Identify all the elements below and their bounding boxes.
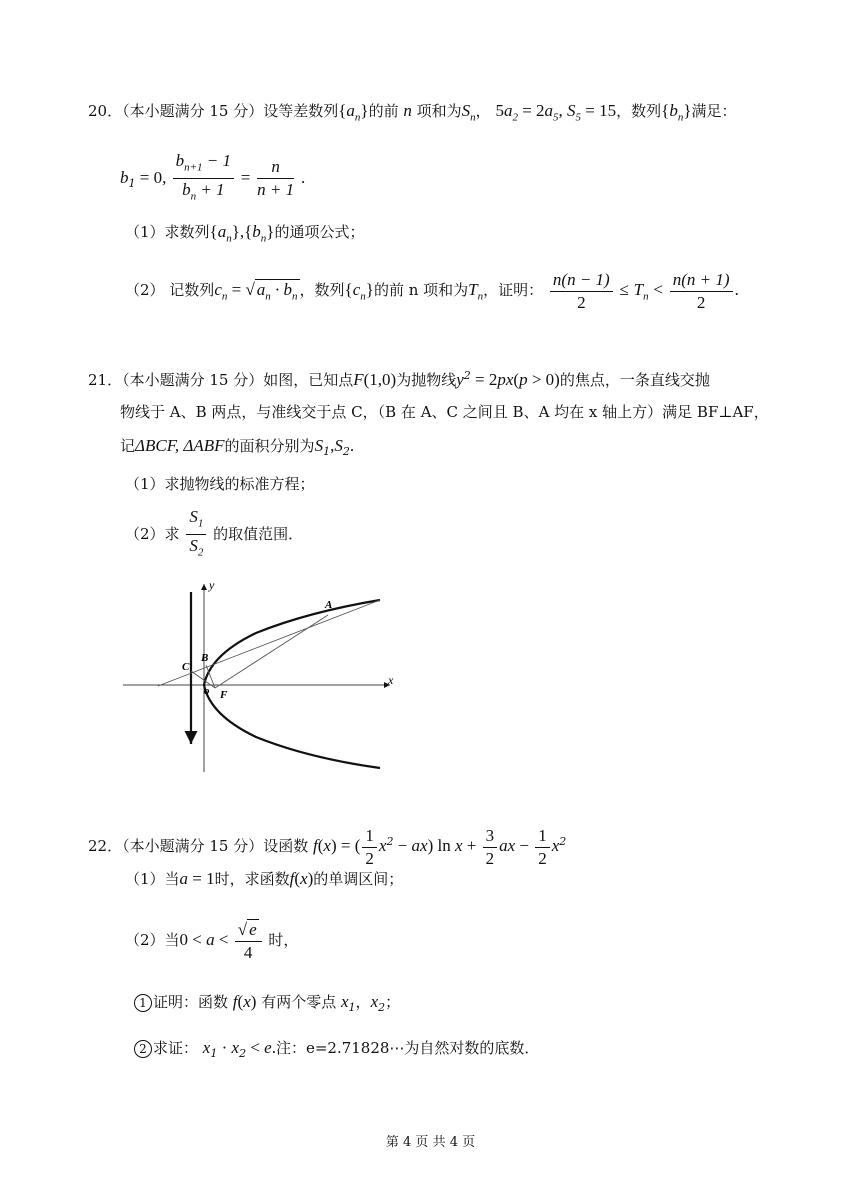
problem-21-line2: 物线于 A、B 两点，与准线交于点 C，（B 在 A、C 之间且 B、A 均在 x 轴上方）满足 BF⊥AF， — [120, 403, 769, 421]
circled-number: 2 — [134, 1040, 152, 1058]
problem-number: 21． — [88, 371, 123, 389]
problem-20-q2: （2） 记数列$c_n$ = √ $a_n \cdot b_n$ ，数列$\{c_n\}$的前 n 项和为$T_n$，证明： $\frac{n(n - 1)}{2}$ ≤ $T_n$ < $\frac{n(n + 1)}{2}$ . — [125, 269, 739, 312]
problem-20-header: 20．（本小题满分 15 分）设等差数列$\{a_n\}$的前 n 项和为$S_n$， $5a_2 = 2a_5$, $S_5 = 15$，数列$\{b_n\}$满足： — [88, 101, 737, 124]
page-footer: 第 4 页 共 4 页 — [385, 1135, 476, 1150]
problem-number: 20． — [88, 102, 123, 120]
parabola-curve — [204, 600, 380, 768]
label-A: A — [325, 599, 333, 611]
problem-22-sub2: 2 求证： $x_1 \cdot x_2 < e$.注：e=2.71828⋯为自然对数的底数． — [134, 1038, 539, 1064]
circled-number: 1 — [134, 994, 152, 1012]
problem-22-header: 22．（本小题满分 15 分）设函数 f(x) = ( $\frac{1}{2}$ $x^2 - ax$) ln x + $\frac{3}{2}$ ax − $\frac{1}{2}$ $x^2$ — [88, 825, 567, 868]
fraction: $\frac{b_{n+1} - 1}{b_n + 1}$ — [173, 150, 234, 208]
fraction: $\frac{3}{2}$ — [483, 825, 498, 870]
label-x: x — [388, 673, 394, 687]
fraction: $\frac{√ e}{4}$ — [235, 919, 262, 964]
problem-22-q1: （1）当a = 1时，求函数f(x)的单调区间； — [125, 869, 404, 888]
problem-number: 22． — [88, 837, 123, 855]
problem-20-q1: （1）求数列$\{a_n\},\{b_n\}$的通项公式； — [125, 222, 365, 245]
problem-22-q2: （2）当0 < a < $\frac{√ e}{4}$ 时， — [125, 919, 299, 962]
problem-21-q2: （2）求 $\frac{S_1}{S_2}$ 的取值范围． — [125, 506, 303, 564]
problem-21-header: 21．（本小题满分 15 分）如图，已知点F(1,0)为抛物线$y^2 = 2px(p > 0)$的焦点，一条直线交抛 — [88, 369, 710, 389]
label-B: B — [201, 652, 209, 664]
score-note: （本小题满分 15 分） — [122, 102, 264, 120]
label-y: y — [209, 578, 215, 592]
problem-21-q1: （1）求抛物线的标准方程； — [125, 475, 315, 493]
problem-21-line3: 记ΔBCF, ΔABF的面积分别为$S_1,S_2$. — [120, 436, 355, 458]
fraction: $\frac{n(n - 1)}{2}$ — [550, 269, 613, 314]
parabola-figure — [118, 572, 408, 782]
score-note: （本小题满分 15 分） — [122, 371, 264, 389]
problem-22-sub1: 1 证明：函数 f(x) 有两个零点 $x_1$，$x_2$； — [134, 992, 400, 1018]
label-C: C — [182, 661, 190, 673]
score-note: （本小题满分 15 分） — [122, 837, 264, 855]
label-O: o — [204, 685, 210, 697]
fraction: $\frac{1}{2}$ — [362, 825, 377, 870]
fraction: $\frac{S_1}{S_2}$ — [186, 506, 206, 564]
problem-20-condition: $b_1 = 0$, $\frac{b_{n+1} - 1}{b_n + 1}$ = $\frac{n}{n + 1}$ . — [120, 150, 305, 208]
label-F: F — [220, 689, 228, 701]
fraction: $\frac{1}{2}$ — [535, 825, 550, 870]
fraction: $\frac{n}{n + 1}$ — [257, 157, 295, 200]
fraction: $\frac{n(n + 1)}{2}$ — [670, 269, 733, 314]
